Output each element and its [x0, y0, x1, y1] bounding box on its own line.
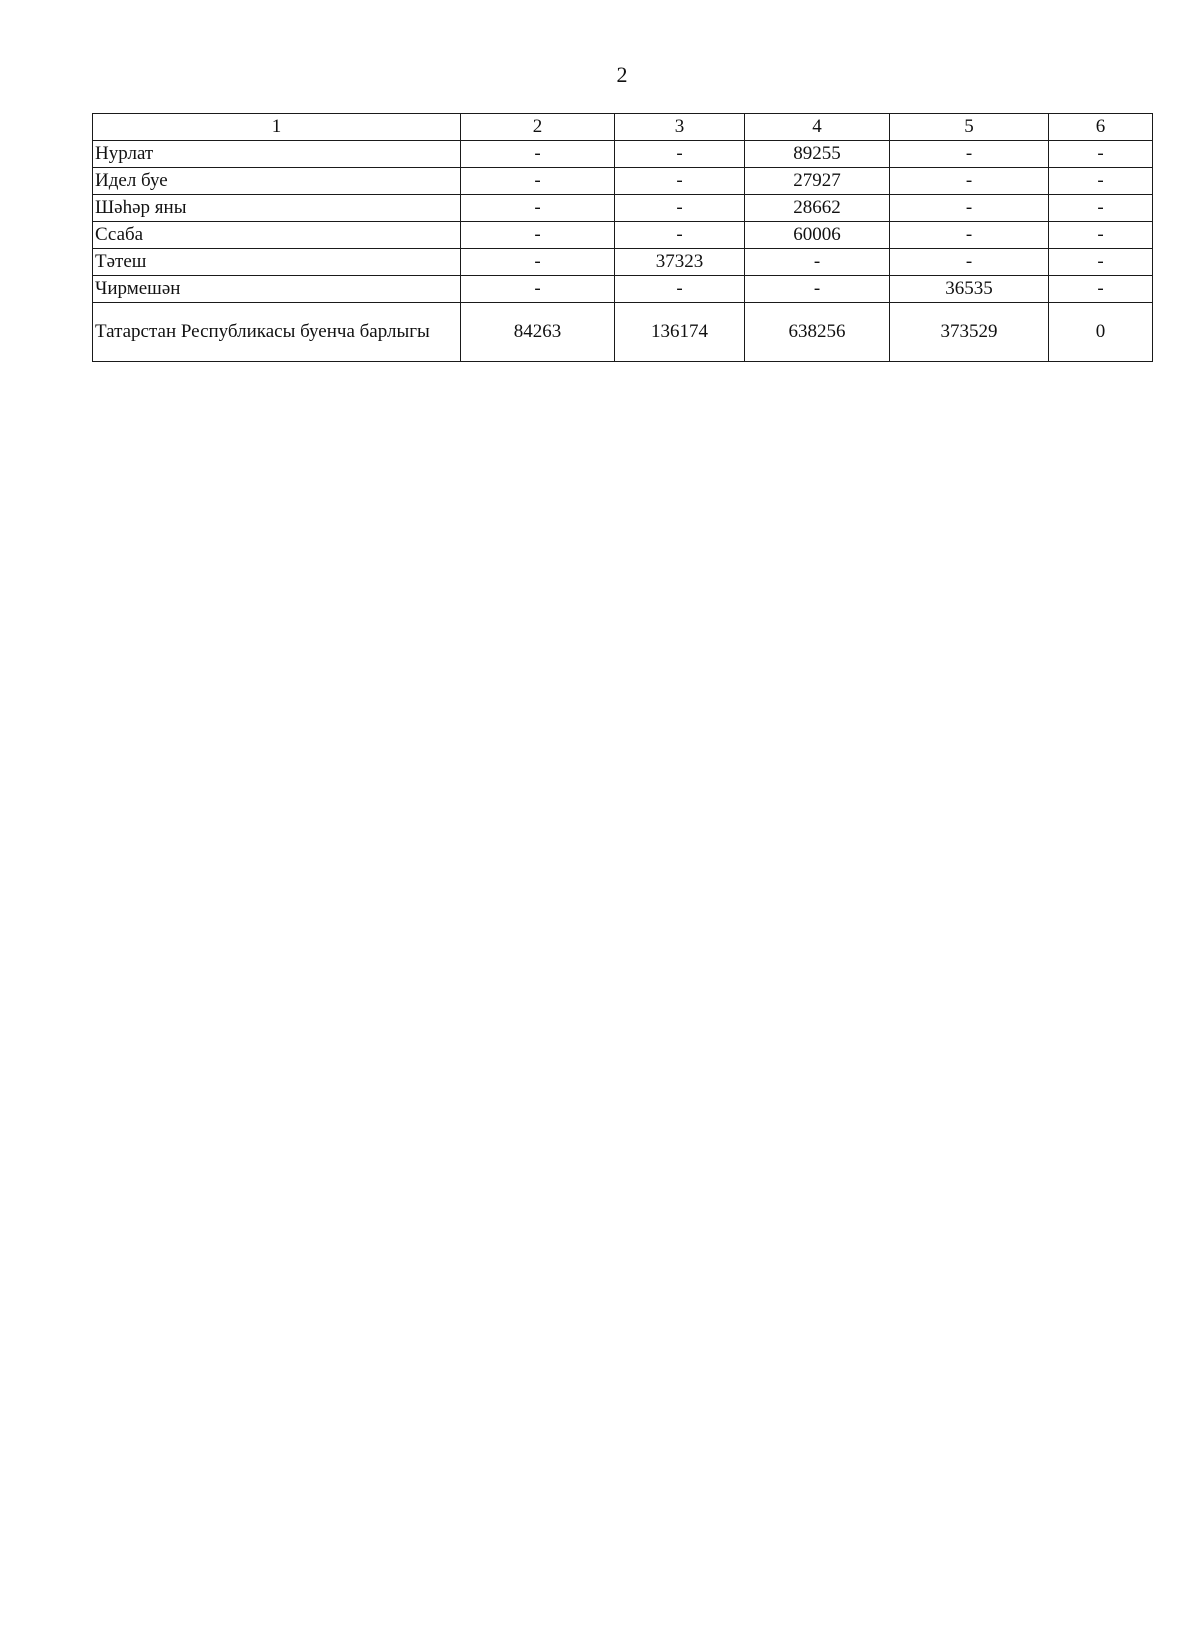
- total-cell: 84263: [461, 303, 615, 362]
- table-row: [93, 249, 1153, 276]
- table-cell: -: [615, 195, 745, 222]
- page-number: 2: [616, 62, 628, 87]
- table-cell: -: [461, 222, 615, 249]
- table-row: [93, 168, 1153, 195]
- table-cell: 28662: [745, 195, 890, 222]
- table-row: [93, 195, 1153, 222]
- data-table: [92, 113, 1153, 362]
- table-cell: -: [1049, 195, 1153, 222]
- table-cell: 89255: [745, 141, 890, 168]
- district-name-cell: Шәһәр яны: [93, 195, 461, 222]
- total-row: [93, 303, 1153, 362]
- table-cell: -: [1049, 168, 1153, 195]
- header-cell: 4: [745, 114, 890, 141]
- district-name-cell: Идел буе: [93, 168, 461, 195]
- table-cell: -: [890, 168, 1049, 195]
- table-cell: 37323: [615, 249, 745, 276]
- district-name-cell: Ссаба: [93, 222, 461, 249]
- table-cell: 36535: [890, 276, 1049, 303]
- table-cell: 27927: [745, 168, 890, 195]
- table-cell: -: [745, 276, 890, 303]
- table-cell: 60006: [745, 222, 890, 249]
- header-cell: 3: [615, 114, 745, 141]
- table-cell: -: [461, 195, 615, 222]
- district-name-cell: Чирмешән: [93, 276, 461, 303]
- table-row: [93, 141, 1153, 168]
- total-label-cell: Татарстан Республикасы буенча барлыгы: [93, 303, 461, 362]
- total-cell: 638256: [745, 303, 890, 362]
- table-cell: -: [1049, 222, 1153, 249]
- table-cell: -: [890, 141, 1049, 168]
- table-cell: -: [890, 222, 1049, 249]
- table-cell: -: [615, 276, 745, 303]
- table-cell: -: [745, 249, 890, 276]
- table-cell: -: [890, 249, 1049, 276]
- table-cell: -: [461, 141, 615, 168]
- table-cell: -: [461, 276, 615, 303]
- header-cell: 1: [93, 114, 461, 141]
- table-cell: -: [1049, 249, 1153, 276]
- table-cell: -: [461, 168, 615, 195]
- district-name-cell: Нурлат: [93, 141, 461, 168]
- table-header-row: [93, 114, 1153, 141]
- table-cell: -: [615, 168, 745, 195]
- table-cell: -: [1049, 276, 1153, 303]
- table-row: [93, 222, 1153, 249]
- total-cell: 136174: [615, 303, 745, 362]
- total-cell: 373529: [890, 303, 1049, 362]
- table-cell: -: [1049, 141, 1153, 168]
- table-cell: -: [615, 222, 745, 249]
- header-cell: 6: [1049, 114, 1153, 141]
- table-cell: -: [615, 141, 745, 168]
- header-cell: 2: [461, 114, 615, 141]
- table-cell: -: [461, 249, 615, 276]
- district-name-cell: Тәтеш: [93, 249, 461, 276]
- table-cell: -: [890, 195, 1049, 222]
- header-cell: 5: [890, 114, 1049, 141]
- table-row: [93, 276, 1153, 303]
- total-cell: 0: [1049, 303, 1153, 362]
